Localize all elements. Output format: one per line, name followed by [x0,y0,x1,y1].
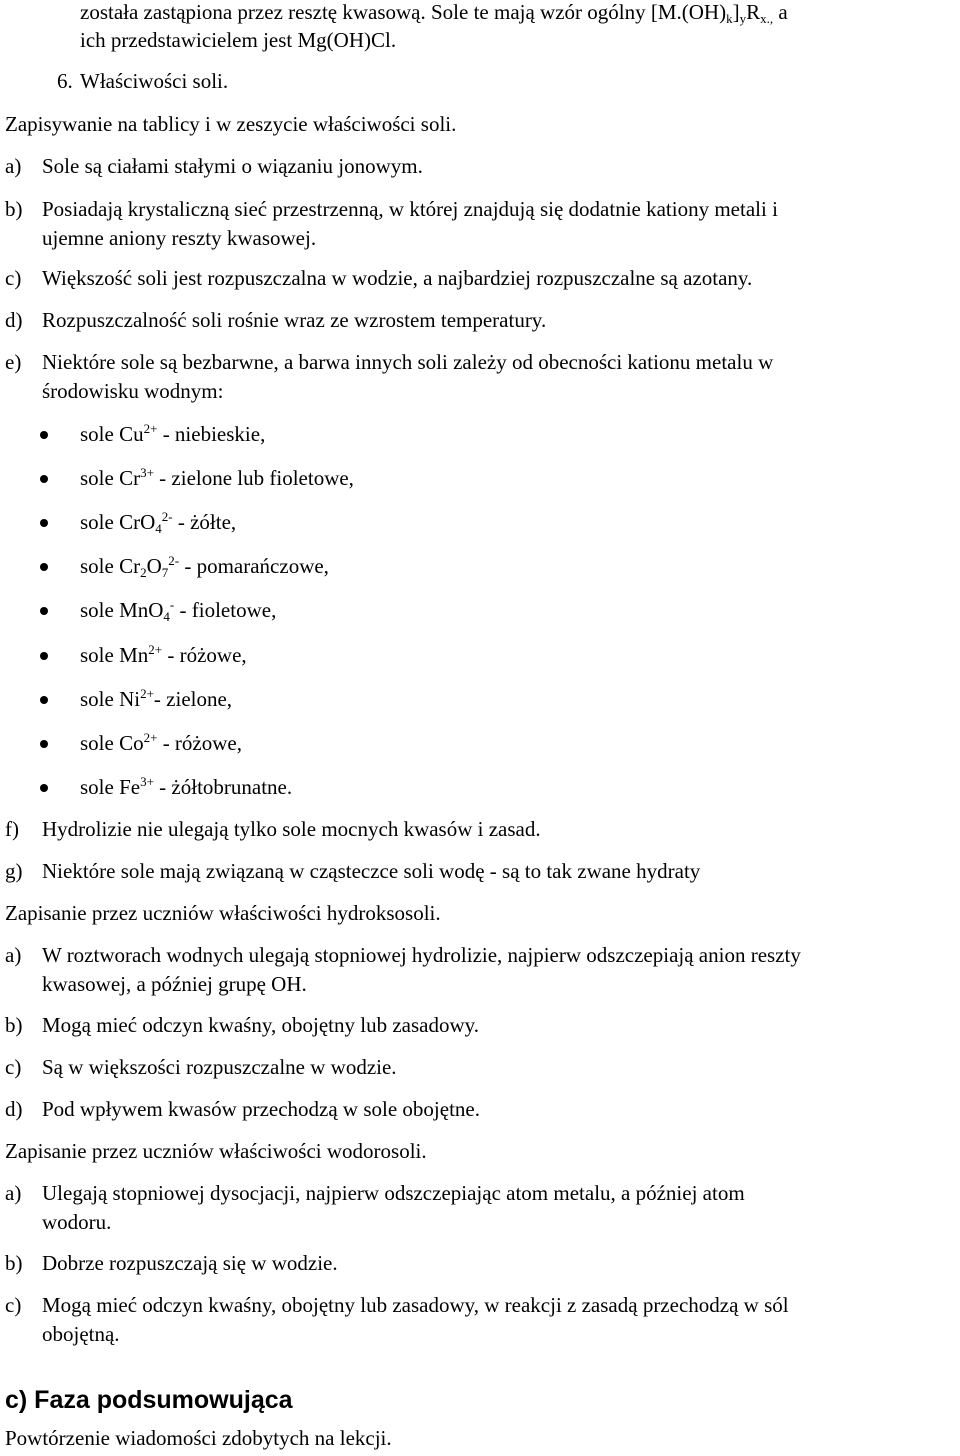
subscript-y: y [739,11,747,26]
list-item [0,941,960,999]
bullet-icon [40,696,48,704]
list-label: c) [5,266,22,290]
list-text: Ulegają stopniowej dysocjacji, najpierw odszczepiając atom metalu, a później atom [42,1181,745,1205]
ion-charge: 2+ [140,686,154,701]
bullet-item [0,641,960,670]
ion-name: sole Co [80,731,144,755]
bullet-icon [40,475,48,483]
intro-line-2: ich przedstawicielem jest Mg(OH)Cl. [80,28,397,52]
list-label: e) [5,350,22,374]
list-label: c) [5,1055,22,1079]
list-item [0,1053,960,1082]
list-text: Większość soli jest rozpuszczalna w wodzie, a najbardziej rozpuszczalne są azotany. [42,266,753,290]
section-title: Właściwości soli. [80,69,229,93]
ion-charge: 3+ [140,774,154,789]
ion-charge: 2- [161,509,173,524]
list-text: wodoru. [42,1210,112,1234]
list-text: obojętną. [42,1322,120,1346]
bullet-item [0,420,960,449]
list-label: g) [5,859,23,883]
list-text: Mogą mieć odczyn kwaśny, obojętny lub zasadowy. [42,1013,480,1037]
list-item [0,306,960,335]
list-item [0,195,960,253]
ion-charge: 2+ [143,730,158,745]
ion-name: O [146,554,162,578]
list-text: Dobrze rozpuszczają się w wodzie. [42,1251,338,1275]
section-number: 6. [57,69,73,93]
list-text: środowisku wodnym: [42,379,224,403]
ion-charge: 2- [168,553,180,568]
ion-charge: 2+ [143,421,158,436]
list-text: Sole są ciałami stałymi o wiązaniu jonowym. [42,154,423,178]
ion-subscript: 2 [140,565,147,580]
ion-charge: 3+ [140,465,154,480]
subscript-x: x., [760,11,774,26]
bullet-icon [40,740,48,748]
ion-color: - fioletowe, [174,598,277,622]
list-label: b) [5,197,23,221]
salts-intro: Zapisywanie na tablicy i w zeszycie właściwości soli. [5,112,457,136]
bullet-item [0,596,960,625]
ion-name: sole Ni [80,687,141,711]
list-text: ujemne aniony reszty kwasowej. [42,226,317,250]
ion-color: - różowe, [162,643,247,667]
list-label: a) [5,943,22,967]
bullet-icon [40,607,48,615]
list-item [0,815,960,844]
intro-tail: a [773,0,788,24]
bracket: ] [732,0,740,24]
list-item [0,348,960,406]
intro-line-1 [80,0,788,27]
ion-color: - zielone, [153,687,233,711]
bullet-icon [40,431,48,439]
intro-text: została zastąpiona przez resztę kwasową. Sole te mają wzór ogólny [M.(OH) [80,0,727,24]
bullet-icon [40,784,48,792]
list-label: d) [5,308,23,332]
bullet-item [0,685,960,714]
bullet-icon [40,519,48,527]
subscript-k: k [726,11,733,26]
list-text: W roztworach wodnych ulegają stopniowej hydrolizie, najpierw odszczepiają anion reszty [42,943,801,967]
ion-name: sole MnO [80,598,164,622]
bullet-item [0,508,960,537]
bullet-item [0,552,960,581]
list-item [0,264,960,293]
list-item [0,1249,960,1278]
list-item [0,857,960,886]
list-label: c) [5,1293,22,1317]
list-label: b) [5,1013,23,1037]
ion-charge: 2+ [148,642,163,657]
hydro-intro: Zapisanie przez uczniów właściwości wodorosoli. [5,1139,427,1163]
ion-color: - żółtobrunatne. [153,775,293,799]
list-label: a) [5,1181,22,1205]
list-label: f) [5,817,19,841]
summary-heading: c) Faza podsumowująca [5,1386,293,1414]
list-item [0,1011,960,1040]
ion-subscript: 4 [155,521,162,536]
bullet-icon [40,652,48,660]
bullet-item [0,729,960,758]
r-symbol: R [746,0,761,24]
list-item [0,152,960,181]
ion-color: - zielone lub fioletowe, [153,466,354,490]
ion-name: sole Fe [80,775,141,799]
list-item [0,1179,960,1237]
ion-name: sole Cr [80,466,141,490]
ion-name: sole Mn [80,643,149,667]
ion-color: - żółte, [172,510,237,534]
list-text: Niektóre sole są bezbarwne, a barwa innych soli zależy od obecności kationu metalu w [42,350,774,374]
list-label: b) [5,1251,23,1275]
list-text: Niektóre sole mają związaną w cząsteczce soli wodę - są to tak zwane hydraty [42,859,701,883]
list-text: Pod wpływem kwasów przechodzą w sole obojętne. [42,1097,480,1121]
list-label: a) [5,154,22,178]
list-text: Rozpuszczalność soli rośnie wraz ze wzrostem temperatury. [42,308,547,332]
list-text: kwasowej, a później grupę OH. [42,972,307,996]
ion-subscript: 7 [161,565,169,580]
list-text: Posiadają krystaliczną sieć przestrzenną, w której znajdują się dodatnie kationy metali i [42,197,778,221]
list-text: Mogą mieć odczyn kwaśny, obojętny lub zasadowy, w reakcji z zasadą przechodzą w sól [42,1293,789,1317]
ion-subscript: 4 [163,609,170,624]
list-text: Hydrolizie nie ulegają tylko sole mocnych kwasów i zasad. [42,817,541,841]
bullet-icon [40,563,48,571]
bullet-item [0,773,960,802]
summary-text: Powtórzenie wiadomości zdobytych na lekcji. [5,1426,392,1450]
ion-name: sole Cu [80,422,144,446]
ion-name: sole CrO [80,510,156,534]
bullet-item [0,464,960,493]
list-item [0,1095,960,1124]
ion-charge: - [169,597,175,612]
list-item [0,1291,960,1349]
list-text: Są w większości rozpuszczalne w wodzie. [42,1055,397,1079]
ion-color: - pomarańczowe, [179,554,329,578]
hydroxy-intro: Zapisanie przez uczniów właściwości hydroksosoli. [5,901,441,925]
list-label: d) [5,1097,23,1121]
ion-color: - niebieskie, [157,422,266,446]
ion-color: - różowe, [157,731,242,755]
ion-name: sole Cr [80,554,141,578]
